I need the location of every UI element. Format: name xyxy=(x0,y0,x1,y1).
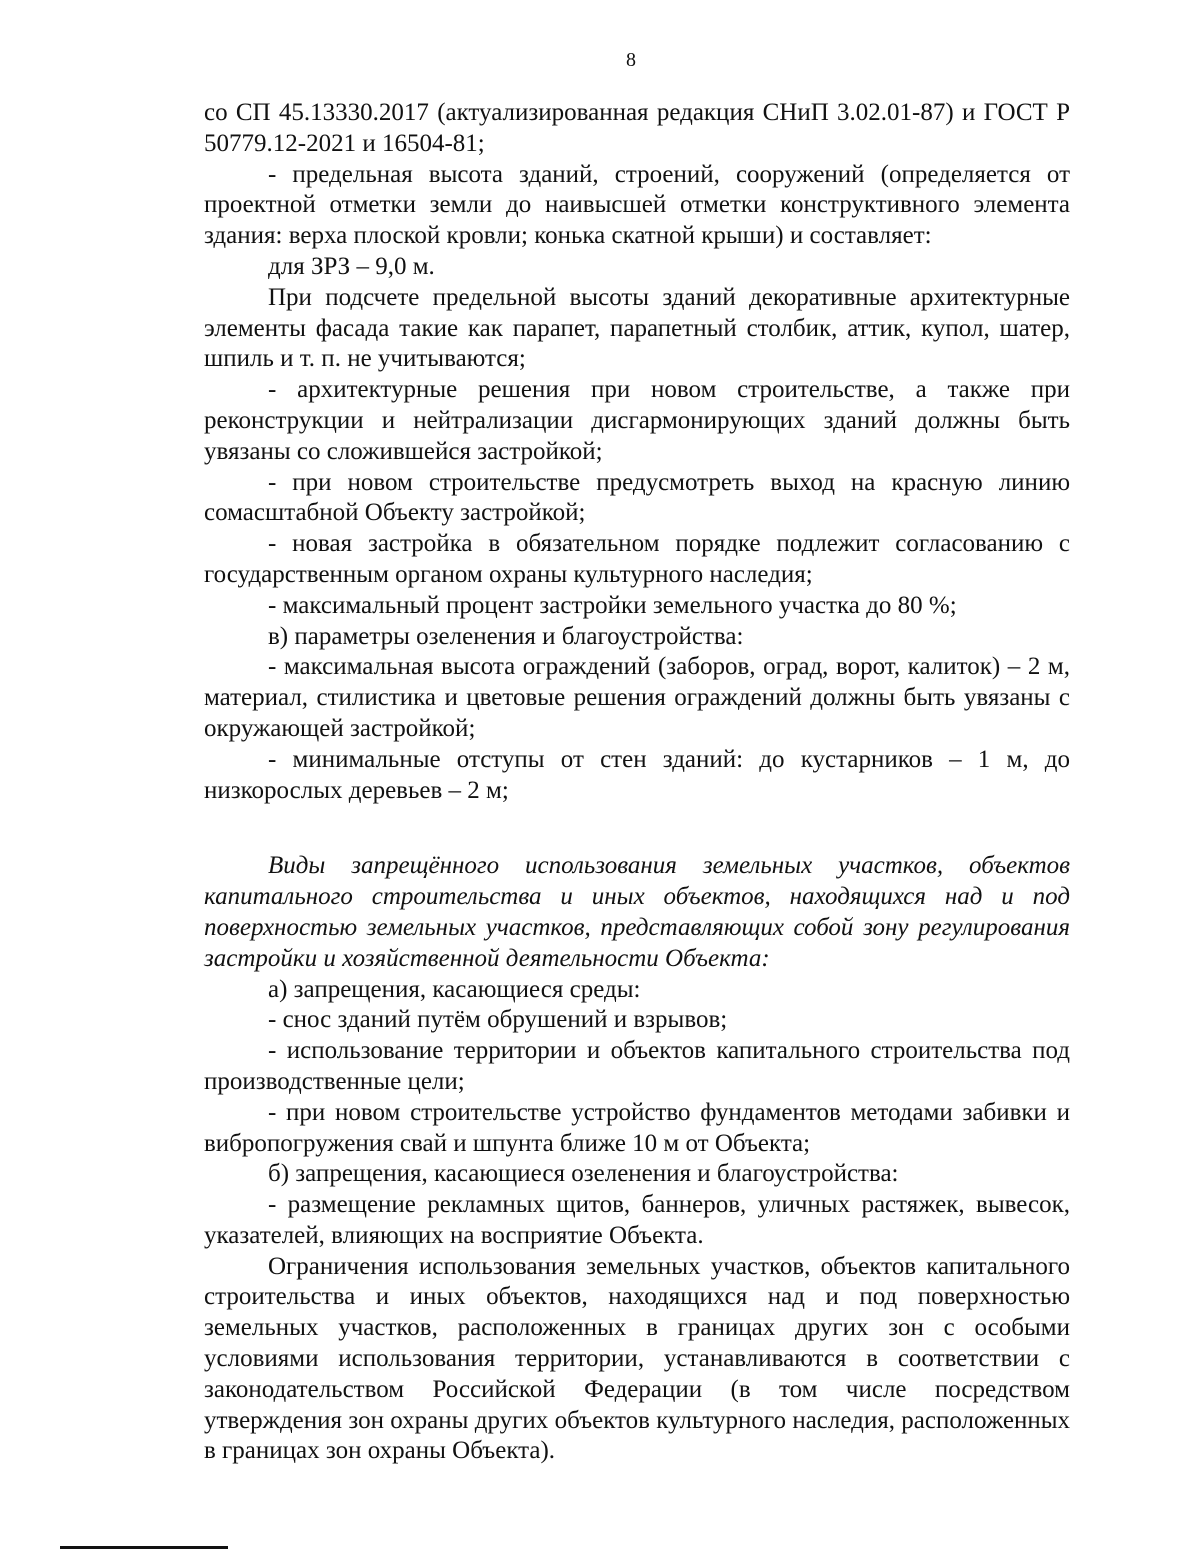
paragraph: б) запрещения, касающиеся озеленения и благоустройства: xyxy=(268,1160,899,1188)
paragraph: а) запрещения, касающиеся среды: xyxy=(268,975,641,1003)
paragraph: - предельная высота зданий, строений, сооружений (определяется от проектной отметки земли до наивысшей отметки конструктивного элемента здания: верха плоской кровли; конька скатной крыши) и составляет: xyxy=(204,160,1070,250)
footer-rule xyxy=(60,1546,228,1549)
section-spacer xyxy=(204,806,1070,851)
page-number: 8 xyxy=(626,49,636,71)
paragraph: - размещение рекламных щитов, баннеров, уличных растяжек, вывесок, указателей, влияющих на восприятие Объекта. xyxy=(204,1191,1070,1249)
paragraph: - снос зданий путём обрушений и взрывов; xyxy=(268,1006,728,1034)
section-heading: Виды запрещённого использования земельных участков, объектов капитального строительства и иных объектов, находящихся над и под поверхностью земельных участков, представляющих собой зону регулирования застройки и хозяйственной деятельности Объекта: xyxy=(204,852,1070,972)
paragraph: При подсчете предельной высоты зданий декоративные архитектурные элементы фасада такие как парапет, парапетный столбик, аттик, купол, шатер, шпиль и т. п. не учитываются; xyxy=(204,283,1070,373)
paragraph: - максимальный процент застройки земельного участка до 80 %; xyxy=(268,591,957,619)
document-body xyxy=(204,98,1070,1467)
paragraph: - архитектурные решения при новом строительстве, а также при реконструкции и нейтрализации дисгармонирующих зданий должны быть увязаны со сложившейся застройкой; xyxy=(204,376,1070,465)
paragraph: со СП 45.13330.2017 (актуализированная редакция СНиП 3.02.01-87) и ГОСТ Р 50779.12-2021 и 16504-81; xyxy=(204,99,1070,157)
paragraph: - при новом строительстве устройство фундаментов методами забивки и вибропогружения свай и шпунта ближе 10 м от Объекта; xyxy=(204,1098,1070,1157)
paragraph: для ЗРЗ – 9,0 м. xyxy=(268,252,435,280)
paragraph: - новая застройка в обязательном порядке подлежит согласованию с государственным органом охраны культурного наследия; xyxy=(204,530,1070,588)
paragraph: в) параметры озеленения и благоустройства: xyxy=(268,622,744,650)
paragraph: - минимальные отступы от стен зданий: до кустарников – 1 м, до низкорослых деревьев – 2 м; xyxy=(204,745,1070,804)
paragraph: - при новом строительстве предусмотреть выход на красную линию сомасштабной Объекту застройкой; xyxy=(204,468,1070,527)
paragraph: Ограничения использования земельных участков, объектов капитального строительства и иных объектов, находящихся над и под поверхностью земельных участков, расположенных в границах других зон с особыми условиями использования территории, устанавливаются в соответствии с законодательством Российской Федерации (в том числе посредством утверждения зон охраны других объектов культурного наследия, расположенных в границах зон охраны Объекта). xyxy=(204,1252,1070,1465)
paragraph: - использование территории и объектов капитального строительства под производственные цели; xyxy=(204,1037,1070,1095)
paragraph: - максимальная высота ограждений (заборов, оград, ворот, калиток) – 2 м, материал, стилистика и цветовые решения ограждений должны быть увязаны с окружающей застройкой; xyxy=(204,653,1070,742)
